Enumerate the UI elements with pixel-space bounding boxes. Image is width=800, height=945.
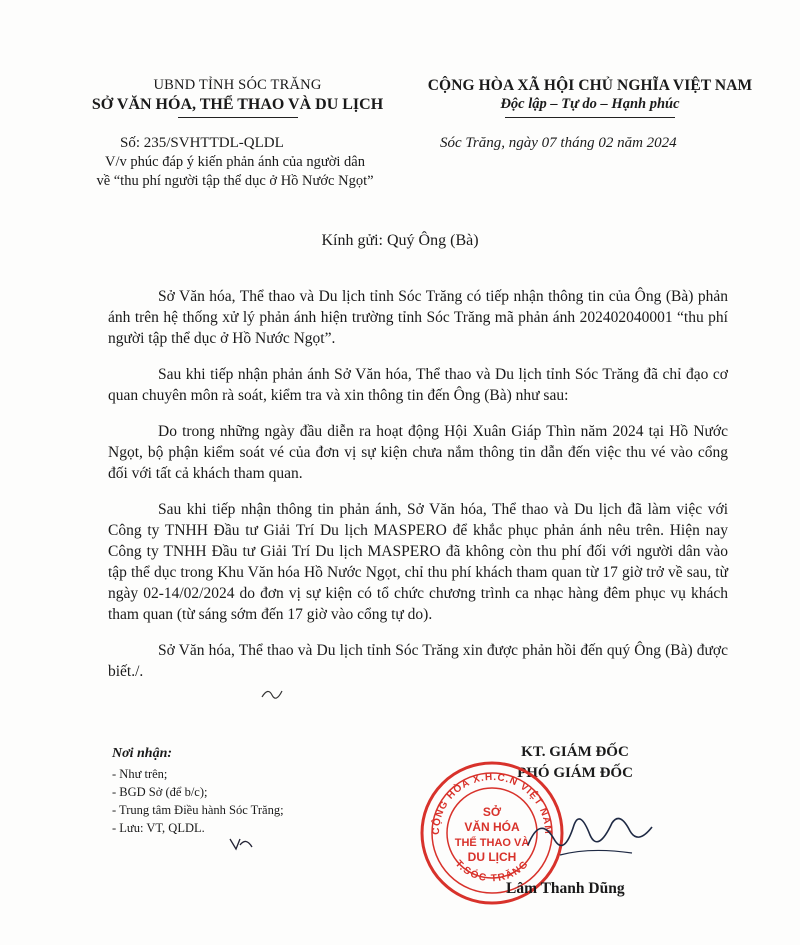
parent-organization: UBND TỈNH SÓC TRĂNG xyxy=(153,77,322,93)
recipients-list xyxy=(112,765,412,837)
stamp-center-line2: VĂN HÓA xyxy=(464,820,520,834)
recipient-item: - Trung tâm Điều hành Sóc Trăng; xyxy=(112,803,284,817)
recipient-item: - Như trên; xyxy=(112,767,168,781)
body-paragraph: Sở Văn hóa, Thể thao và Du lịch tỉnh Sóc Trăng có tiếp nhận thông tin của Ông (Bà) phản ánh trên hệ thống xử lý phản ánh hiện trường tỉnh Sóc Trăng mã phản ánh 202402040001 “thu phí người tập thể dục ở Hồ Nước Ngọt”. xyxy=(108,288,728,347)
signer-name: Lâm Thanh Dũng xyxy=(506,880,625,897)
recipient-item: - Lưu: VT, QLDL. xyxy=(112,821,205,835)
recipients-block xyxy=(112,745,412,837)
signature-title-line2: PHÓ GIÁM ĐỐC xyxy=(517,765,633,781)
handwritten-signature-icon xyxy=(520,795,660,875)
stamp-center-line1: SỞ xyxy=(482,805,502,819)
motto-underline xyxy=(505,117,675,118)
subject-line: V/v phúc đáp ý kiến phản ánh của người dân xyxy=(105,154,365,170)
national-title: CỘNG HÒA XÃ HỘI CHỦ NGHĨA VIỆT NAM xyxy=(427,77,753,94)
stamp-ring-top: CỘNG HÒA X.H.C.N VIỆT NAM xyxy=(430,771,554,835)
national-motto: Độc lập – Tự do – Hạnh phúc xyxy=(500,96,680,112)
letter-body xyxy=(108,286,728,697)
issuing-organization: SỞ VĂN HÓA, THỂ THAO VÀ DU LỊCH xyxy=(91,96,384,113)
stamp-center-line4: DU LỊCH xyxy=(467,850,517,864)
issuing-authority-block xyxy=(60,76,415,118)
stamp-ring-bottom: T.SÓC TRĂNG xyxy=(452,858,532,885)
body-paragraph: Sau khi tiếp nhận phản ánh Sở Văn hóa, Thể thao và Du lịch tỉnh Sóc Trăng đã chỉ đạo cơ quan chuyên môn rà soát, kiểm tra và xin thông tin đến Ông (Bà) như sau: xyxy=(108,366,728,404)
national-header-block xyxy=(410,76,770,118)
document-date: Sóc Trăng, ngày 07 tháng 02 năm 2024 xyxy=(440,135,677,151)
signature-title-line1: KT. GIÁM ĐỐC xyxy=(521,744,629,760)
document-subject xyxy=(55,153,415,191)
body-paragraph: Sở Văn hóa, Thể thao và Du lịch tỉnh Sóc Trăng xin được phản hồi đến quý Ông (Bà) được biết./. xyxy=(108,642,728,680)
handwritten-mark-icon xyxy=(260,683,284,701)
header-underline xyxy=(178,117,298,118)
subject-line: về “thu phí người tập thể dục ở Hồ Nước Ngọt” xyxy=(96,173,374,189)
handwritten-initials-icon xyxy=(226,833,256,853)
recipients-title: Nơi nhận: xyxy=(112,746,173,761)
salutation: Kính gửi: Quý Ông (Bà) xyxy=(321,232,479,249)
stamp-center-line3: THỂ THAO VÀ xyxy=(454,837,530,849)
body-paragraph: Sau khi tiếp nhận thông tin phản ánh, Sở Văn hóa, Thể thao và Du lịch đã làm việc với Công ty TNHH Đầu tư Giải Trí Du lịch MASPERO để khắc phục phản ánh nêu trên. Hiện nay Công ty TNHH Đầu tư Giải Trí Du lịch MASPERO đã không còn thu phí đối với người dân vào tập thể dục trong Khu Văn hóa Hồ Nước Ngọt, chỉ thu phí khách tham quan từ 17 giờ trở về sau, từ ngày 02-14/02/2024 do đơn vị sự kiện có tổ chức chương trình ca nhạc hàng đêm phục vụ khách tham quan (từ sáng sớm đến 17 giờ vào cổng tự do). xyxy=(108,501,728,623)
document-number: Số: 235/SVHTTDL-QLDL xyxy=(120,135,284,151)
body-paragraph: Do trong những ngày đầu diễn ra hoạt động Hội Xuân Giáp Thìn năm 2024 tại Hồ Nước Ngọt, bộ phận kiểm soát vé của đơn vị sự kiện chưa nắm thông tin dẫn đến việc thu vé vào cổng đối với tất cả khách tham quan. xyxy=(108,423,728,482)
recipient-item: - BGD Sở (để b/c); xyxy=(112,785,208,799)
